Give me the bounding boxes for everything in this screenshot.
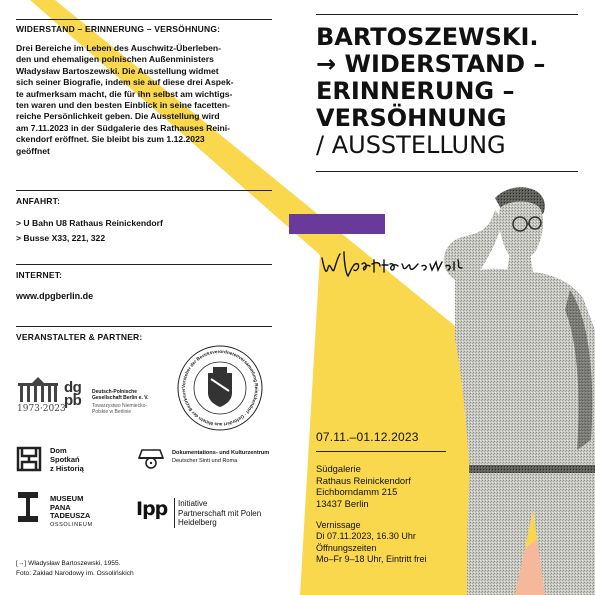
exhibition-dates: 07.11.–01.12.2023: [316, 430, 419, 444]
intro-line: den und ehemaligen polnischen Außenministers: [16, 54, 214, 65]
arrival-line-ubahn: > U Bahn U8 Rathaus Reinickendorf: [16, 218, 163, 228]
venue-line: Eichborndamm 215: [316, 486, 398, 497]
dom-spotkan-line: Dom: [50, 446, 67, 455]
internet-heading: INTERNET:: [16, 270, 63, 280]
museum-icon: [16, 490, 40, 524]
rule-dates: [316, 451, 446, 452]
seal-text: Vorsteher der Bezirksverordnetenversammlung Reinickendorf · Gefördert aus Mitteln der Bezirksver: [180, 348, 260, 428]
intro-line: Drei Bereiche im Leben des Auschwitz-Überleben-: [16, 43, 222, 53]
dom-spotkan-icon: [16, 446, 42, 472]
website-link[interactable]: www.dpgberlin.de: [16, 291, 94, 301]
credit-line: [→] Władysław Bartoszewski, 1955.: [16, 560, 121, 567]
ipp-line: Initiative: [178, 499, 208, 508]
ipp-divider: [174, 498, 175, 528]
rule-internet: [16, 264, 272, 265]
dpg-years: 1973·2023: [17, 404, 66, 414]
opening-info: [316, 520, 427, 565]
doku-line-1: Dokumentations- und Kulturzentrum: [172, 450, 270, 456]
title-subtitle: / AUSSTELLUNG: [316, 131, 506, 159]
dom-spotkan-logo: [16, 446, 126, 476]
dom-spotkan-line: z Historią: [50, 464, 84, 473]
intro-heading: WIDERSTAND – ERINNERUNG – VERSÖHNUNG:: [16, 24, 221, 34]
intro-text: [16, 43, 286, 157]
dokumentationszentrum-logo: [136, 446, 296, 476]
ipp-logo: [136, 498, 296, 532]
museum-line: MUSEUM: [50, 494, 84, 503]
photo-credit: [16, 559, 134, 579]
signature-image: [318, 238, 468, 286]
venue-line: 13437 Berlin: [316, 497, 369, 509]
arrival-heading: ANFAHRT:: [16, 196, 61, 206]
purple-accent-bar: [289, 214, 385, 234]
dpg-name-pl: Towarzystwo Niemiecko-Polskie w Berlinie: [92, 403, 148, 415]
dpg-logo: [16, 375, 166, 425]
doku-line-2: Deutscher Sinti und Roma: [172, 457, 238, 464]
museum-line: PANA: [50, 502, 71, 512]
dpg-name-de: Deutsch-Polnische Gesellschaft Berlin e. V.: [92, 389, 149, 401]
rule-title-top: [316, 14, 578, 15]
dom-spotkan-line: Spotkań: [50, 455, 80, 464]
rule-title-bottom: [316, 171, 578, 172]
intro-line: am 7.11.2023 in der Südgalerie des Rathauses Reini-: [16, 122, 230, 133]
title-line: VERSÖHNUNG: [316, 104, 507, 132]
hours-value: Mo–Fr 9–18 Uhr, Eintritt frei: [316, 553, 427, 564]
ipp-line: Heidelberg: [178, 518, 217, 527]
exhibition-title: [316, 24, 545, 159]
intro-line: geöffnet: [16, 145, 50, 156]
credit-line: Foto: Zakład Narodowy im. Ossolińskich: [16, 570, 134, 577]
dpg-monogram: dg pb: [64, 379, 82, 409]
intro-line: te aufmerksam macht, die für ihn selbst am wichtigs-: [16, 88, 233, 99]
intro-line: ckendorf eröffnet. Sie bleibt bis zum 1.12.2023: [16, 134, 205, 145]
venue-line: Südgalerie: [316, 463, 361, 474]
arrival-list: [16, 216, 163, 246]
signature-text: W. Bartoszewski: [318, 284, 326, 285]
museum-line: TADEUSZA: [50, 511, 91, 520]
vernissage-value: Di 07.11.2023, 16.30 Uhr: [316, 531, 416, 542]
rule-top-left: [16, 19, 272, 20]
intro-line: sich seiner Biografie, indem sie auf diese drei Aspek-: [16, 77, 234, 88]
rule-partners: [16, 326, 272, 327]
title-line: → WIDERSTAND –: [316, 50, 546, 78]
museum-logo: [16, 490, 126, 530]
arrival-line-bus: > Busse X33, 221, 322: [16, 233, 106, 243]
ipp-line: Partnerschaft mit Polen: [178, 508, 262, 518]
museum-sub: OSSOLINEUM: [50, 521, 93, 528]
intro-line: reiche Persönlichkeit geben. Die Ausstellung wird: [16, 111, 220, 122]
rule-arrival: [16, 190, 272, 191]
hours-label: Öffnungszeiten: [316, 542, 377, 553]
intro-line: Władysław Bartoszewski. Die Ausstellung widmet: [16, 65, 219, 76]
ipp-icon: Ipp: [136, 498, 168, 520]
intro-line: ten waren und den besten Einblick in seine facetten-: [16, 100, 230, 111]
title-line: ERINNERUNG –: [316, 77, 515, 105]
venue-block: [316, 463, 411, 509]
partners-heading: VERANSTALTER & PARTNER:: [16, 332, 143, 342]
vernissage-label: Vernissage: [316, 520, 361, 530]
wheel-icon: [136, 446, 166, 470]
venue-line: Rathaus Reinickendorf: [316, 474, 411, 486]
title-line: BARTOSZEWSKI.: [316, 23, 539, 51]
seal-logo: [175, 343, 265, 433]
